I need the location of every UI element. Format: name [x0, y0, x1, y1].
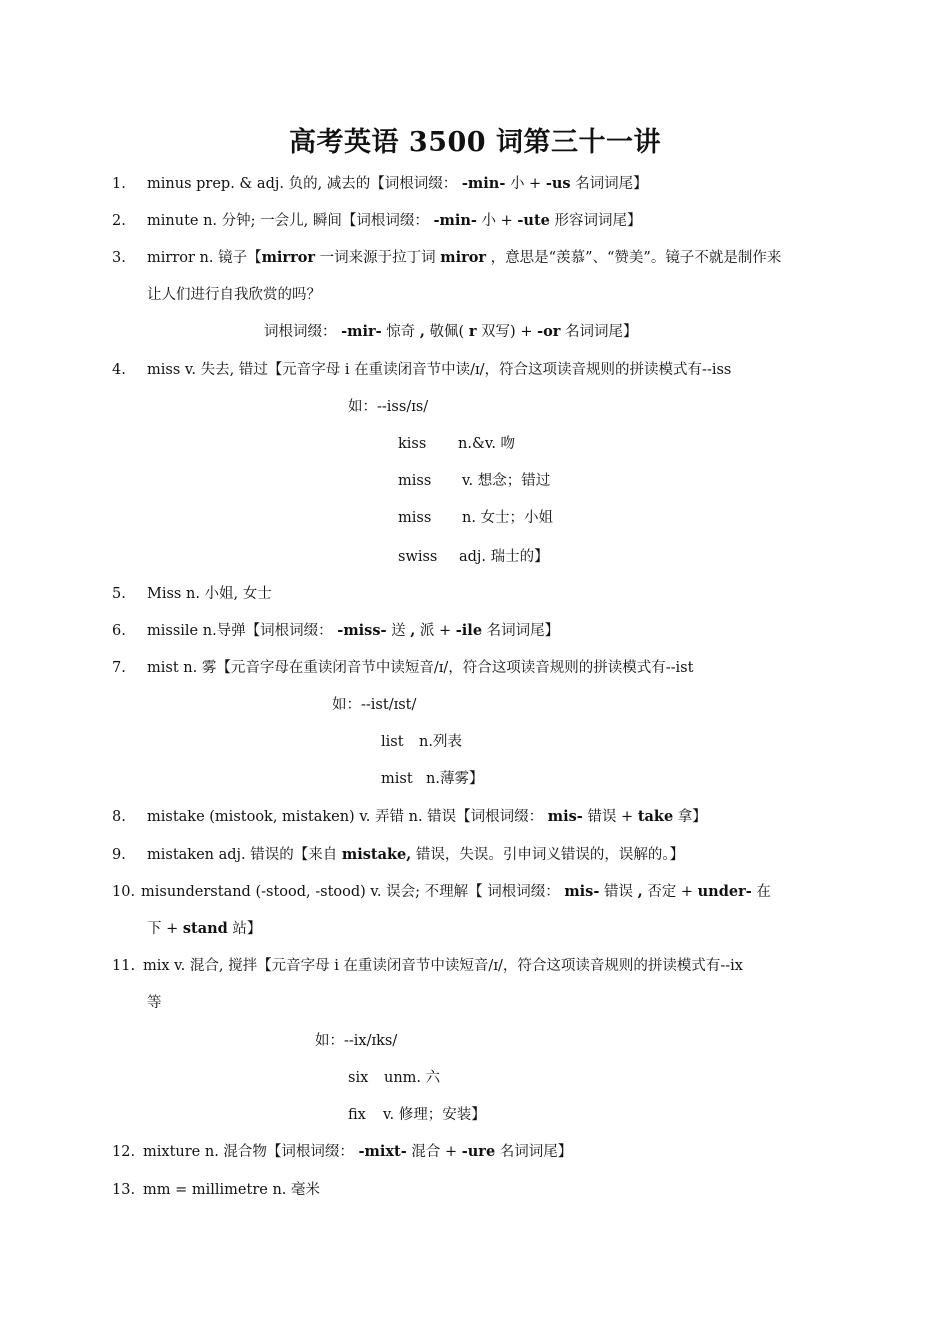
comma-bold: ,	[637, 883, 643, 900]
page-title: 高考英语 3500 词第三十一讲	[289, 127, 661, 158]
entry-text: mistake (mistook, mistaken) v. 弄错 n. 错误【词根词缀：	[147, 809, 548, 825]
entry-mistaken	[147, 845, 684, 865]
entry-minus	[147, 174, 648, 194]
example-word: six	[348, 1070, 369, 1086]
root-bold: mis-	[547, 808, 583, 825]
entry-mistake	[147, 807, 707, 827]
entry-mist: mist n. 雾【元音字母在重读闭音节中读短音/ɪ/，符合这项读音规则的拼读模式有--ist	[147, 660, 694, 676]
entry-text: 混合 +	[406, 1144, 462, 1160]
entry-continuation: 等	[147, 995, 162, 1011]
suffix-bold: -ure	[461, 1143, 496, 1160]
root-bold: -miss-	[337, 622, 387, 639]
entry-text: 错误	[599, 884, 638, 900]
example-def: adj. 瑞士的】	[459, 549, 549, 565]
entry-number: 3.	[112, 250, 126, 266]
example-label: 如：--ist/ɪst/	[332, 697, 417, 713]
suffix-bold: -us	[545, 175, 571, 192]
example-row	[381, 769, 483, 789]
word-bold: mistake,	[341, 846, 412, 863]
entry-number: 9.	[112, 847, 126, 863]
entry-text: 否定 +	[642, 884, 698, 900]
entry-mix: mix v. 混合, 搅拌【元音字母 i 在重读闭音节中读短音/ɪ/，符合这项读音规则的拼读模式有--ix	[143, 958, 743, 974]
entry-text: 拿】	[673, 809, 707, 825]
entry-mm: mm = millimetre n. 毫米	[143, 1182, 321, 1198]
comma-bold: ,	[410, 622, 416, 639]
root-bold: take	[637, 808, 674, 825]
letter-bold: r	[468, 323, 477, 340]
root-bold: mis-	[564, 883, 600, 900]
entry-number: 10.	[112, 884, 136, 900]
entry-miss-title: Miss n. 小姐, 女士	[147, 586, 272, 602]
example-def: v. 修理；安装】	[383, 1107, 486, 1123]
root-bold: under-	[697, 883, 752, 900]
entry-number: 5.	[112, 586, 126, 602]
example-row	[348, 1068, 440, 1088]
entry-text: missile n.导弹【词根词缀：	[147, 623, 338, 639]
root-line	[264, 322, 638, 342]
example-def: n.薄雾】	[426, 771, 484, 787]
entry-text: 敬佩(	[424, 324, 469, 340]
example-word: kiss	[398, 436, 427, 452]
entry-text: minus prep. & adj. 负的, 减去的【词根词缀：	[147, 176, 462, 192]
entry-continuation	[147, 919, 261, 939]
entry-text: 派 +	[415, 623, 456, 639]
example-row	[381, 732, 462, 752]
entry-mixture	[143, 1142, 572, 1162]
suffix-bold: -or	[537, 323, 561, 340]
entry-number: 7.	[112, 660, 126, 676]
example-word: fix	[348, 1107, 366, 1123]
example-def: n.列表	[419, 734, 462, 750]
entry-text: 小 +	[505, 176, 546, 192]
entry-text: 一词来源于拉丁词	[315, 250, 441, 266]
entry-text: 名词词尾】	[560, 324, 638, 340]
entry-number: 4.	[112, 362, 126, 378]
example-word: swiss	[398, 549, 438, 565]
root-bold: -min-	[433, 212, 477, 229]
entry-continuation: 让人们进行自我欣赏的吗？	[147, 287, 321, 303]
entry-text: 双写) +	[476, 324, 538, 340]
example-def: v. 想念；错过	[462, 473, 551, 489]
example-row	[398, 508, 553, 528]
entry-text: ，意思是“羡慕”、“赞美”。镜子不就是制作来	[486, 250, 782, 266]
entry-text: 在	[751, 884, 771, 900]
example-def: n.&v. 吻	[458, 436, 516, 452]
entry-number: 1.	[112, 176, 126, 192]
entry-text: 名词词尾】	[570, 176, 648, 192]
entry-number: 2.	[112, 213, 126, 229]
entry-text: 名词词尾】	[482, 623, 560, 639]
entry-misunderstand	[141, 882, 771, 902]
entry-number: 6.	[112, 623, 126, 639]
example-word: miss	[398, 510, 432, 526]
entry-miss: miss v. 失去, 错过【元音字母 i 在重读闭音节中读/ɪ/，符合这项读音规则的拼读模式有--iss	[147, 362, 732, 378]
root-bold: -min-	[461, 175, 506, 192]
example-row	[398, 434, 515, 454]
entry-mirror	[147, 248, 781, 268]
entry-text: 形容词词尾】	[549, 213, 642, 229]
entry-text: 错误，失误。引申词义错误的，误解的。】	[411, 847, 685, 863]
entry-minute	[147, 211, 641, 231]
example-word: mist	[381, 771, 413, 787]
example-word: miss	[398, 473, 432, 489]
example-row	[398, 547, 549, 567]
entry-number: 12.	[112, 1144, 136, 1160]
entry-text: mirror n. 镜子【	[147, 250, 262, 266]
entry-text: mistaken adj. 错误的【来自	[147, 847, 342, 863]
suffix-bold: -ute	[517, 212, 550, 229]
entry-missile	[147, 621, 559, 641]
entry-text: 词根词缀：	[264, 324, 342, 340]
entry-text: 站】	[227, 921, 262, 937]
root-bold: stand	[182, 920, 228, 937]
entry-text: 下 +	[147, 921, 183, 937]
root-bold: -mir-	[341, 323, 382, 340]
entry-text: misunderstand (-stood, -stood) v. 误会; 不理解【 词根词缀：	[141, 884, 565, 900]
comma-bold: ,	[419, 323, 425, 340]
word-bold: miror	[440, 249, 487, 266]
root-bold: -mixt-	[358, 1143, 407, 1160]
entry-number: 13.	[112, 1182, 136, 1198]
entry-text: 惊奇	[381, 324, 420, 340]
entry-number: 11.	[112, 958, 136, 974]
entry-text: 错误 +	[582, 809, 638, 825]
example-def: n. 女士；小姐	[462, 510, 554, 526]
example-word: list	[381, 734, 404, 750]
entry-text: 名词词尾】	[495, 1144, 573, 1160]
entry-text: minute n. 分钟; 一会儿, 瞬间【词根词缀：	[147, 213, 434, 229]
example-label: 如：--ix/ɪks/	[315, 1033, 398, 1049]
example-label: 如：--iss/ɪs/	[348, 399, 429, 415]
entry-number: 8.	[112, 809, 126, 825]
example-row	[348, 1105, 486, 1125]
example-row	[398, 471, 550, 491]
entry-text: 送	[386, 623, 411, 639]
entry-text: 小 +	[476, 213, 518, 229]
suffix-bold: -ile	[455, 622, 483, 639]
entry-text: mixture n. 混合物【词根词缀：	[143, 1144, 359, 1160]
example-def: unm. 六	[384, 1070, 441, 1086]
word-bold: mirror	[261, 249, 316, 266]
